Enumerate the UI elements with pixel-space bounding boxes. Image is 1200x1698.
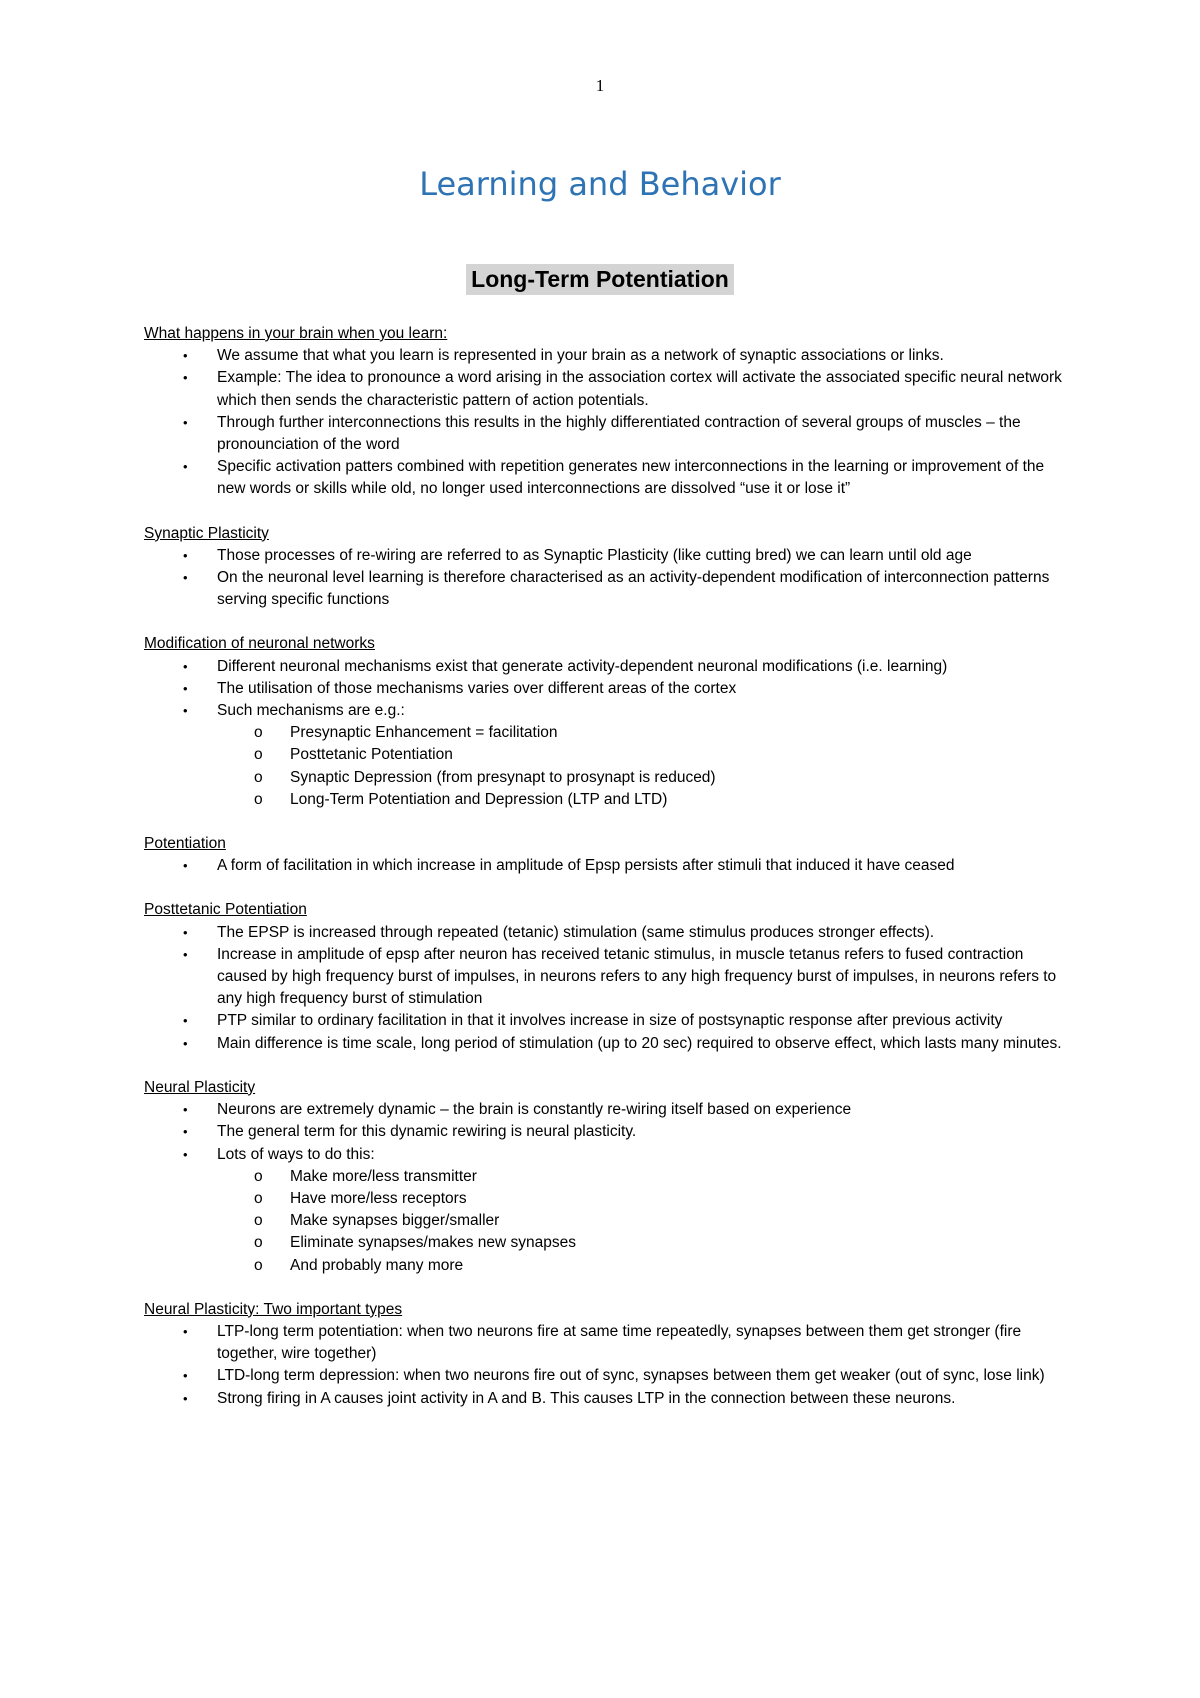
list-item [144, 1099, 1064, 1121]
list-item-text: Strong firing in A causes joint activity in A and B. This causes LTP in the connection between these neurons. [217, 1389, 956, 1407]
bullet-icon: • [183, 1146, 188, 1162]
bullet-list [144, 1321, 1064, 1410]
bullet-icon: • [183, 1013, 188, 1029]
list-item-text: The general term for this dynamic rewiring is neural plasticity. [217, 1123, 637, 1141]
section-title: Potentiation [144, 835, 226, 853]
list-item [144, 1388, 1064, 1410]
bullet-icon: • [183, 1323, 188, 1339]
section-title: Modification of neuronal networks [144, 635, 375, 653]
section-title: What happens in your brain when you learn: [144, 325, 448, 342]
sub-list-item-text: Eliminate synapses/makes new synapses [290, 1234, 577, 1252]
sub-list-item [217, 722, 1064, 744]
list-item-text: The utilisation of those mechanisms varies over different areas of the cortex [217, 679, 737, 697]
circle-bullet-icon: o [254, 768, 263, 786]
circle-bullet-icon: o [254, 1212, 263, 1230]
circle-bullet-icon: o [254, 1189, 263, 1207]
list-item [144, 412, 1064, 456]
list-item-text: PTP similar to ordinary facilitation in that it involves increase in size of postsynaptic response after previous activity [217, 1012, 1003, 1030]
sub-list-item [217, 767, 1064, 789]
sub-list-item [217, 1188, 1064, 1210]
list-item [144, 1144, 1064, 1277]
list-item-text: Lots of ways to do this: [217, 1145, 375, 1163]
list-item-text: Neurons are extremely dynamic – the brain is constantly re-wiring itself based on experience [217, 1101, 852, 1119]
circle-bullet-icon: o [254, 790, 263, 808]
document-title: Learning and Behavior [419, 165, 781, 203]
section-title: Neural Plasticity: Two important types [144, 1300, 403, 1318]
section [144, 523, 1064, 612]
bullet-icon: • [183, 858, 188, 874]
list-item [144, 678, 1064, 700]
bullet-list [144, 855, 1064, 877]
bullet-icon: • [183, 414, 188, 430]
section [144, 633, 1064, 811]
section [144, 833, 1064, 877]
list-item [144, 1033, 1064, 1055]
list-item-text: We assume that what you learn is represented in your brain as a network of synaptic associations or links. [217, 347, 944, 365]
sub-list-item-text: Synaptic Depression (from presynapt to prosynapt is reduced) [290, 768, 716, 786]
bullet-list [144, 545, 1064, 612]
list-item [144, 1121, 1064, 1143]
list-item-text: Those processes of re-wiring are referred to as Synaptic Plasticity (like cutting bred) we can learn until old age [217, 546, 972, 564]
list-item [144, 700, 1064, 811]
list-item [144, 567, 1064, 611]
list-item [144, 345, 1064, 367]
bullet-icon: • [183, 547, 188, 563]
circle-bullet-icon: o [254, 1167, 263, 1185]
bullet-icon: • [183, 1368, 188, 1384]
sub-list-item-text: Make synapses bigger/smaller [290, 1212, 500, 1230]
document-body [144, 323, 1064, 1432]
list-item [144, 367, 1064, 411]
list-item-text: Such mechanisms are e.g.: [217, 702, 405, 720]
sub-list-item-text: Presynaptic Enhancement = facilitation [290, 724, 558, 742]
bullet-icon: • [183, 1035, 188, 1051]
circle-bullet-icon: o [254, 724, 263, 742]
circle-bullet-icon: o [254, 1256, 263, 1274]
bullet-icon: • [183, 703, 188, 719]
sub-list-item-text: Have more/less receptors [290, 1189, 467, 1207]
bullet-list [144, 922, 1064, 1055]
section [144, 323, 1064, 501]
bullet-list [144, 1099, 1064, 1277]
page-number: 1 [595, 76, 605, 95]
bullet-icon: • [183, 348, 188, 364]
bullet-icon: • [183, 946, 188, 962]
list-item-text: Main difference is time scale, long period of stimulation (up to 20 sec) required to observe effect, which lasts many minutes. [217, 1034, 1062, 1052]
list-item [144, 656, 1064, 678]
list-item-text: Specific activation patters combined with repetition generates new interconnections in the learning or improvement of the new words or skills while old, no longer used interconnections are dissolved “use it or lose it” [217, 458, 1045, 498]
bullet-icon: • [183, 658, 188, 674]
sub-list-item [217, 1255, 1064, 1277]
bullet-icon: • [183, 1390, 188, 1406]
sub-list-item-text: Posttetanic Potentiation [290, 746, 453, 764]
list-item [144, 1365, 1064, 1387]
list-item [144, 855, 1064, 877]
section [144, 899, 1064, 1054]
list-item [144, 1321, 1064, 1365]
circle-bullet-icon: o [254, 746, 263, 764]
list-item [144, 456, 1064, 500]
list-item-text: A form of facilitation in which increase in amplitude of Epsp persists after stimuli that induced it have ceased [217, 857, 955, 875]
circle-bullet-icon: o [254, 1234, 263, 1252]
list-item-text: On the neuronal level learning is therefore characterised as an activity-dependent modification of interconnection patterns serving specific functions [217, 569, 1050, 609]
section-title: Synaptic Plasticity [144, 524, 269, 542]
list-item-text: Through further interconnections this results in the highly differentiated contraction of several groups of muscles – the pronounciation of the word [217, 413, 1021, 454]
sub-list-item [217, 1232, 1064, 1254]
sub-bullet-list [217, 722, 1064, 811]
section-title: Neural Plasticity [144, 1078, 256, 1096]
sub-list-item [217, 1210, 1064, 1232]
bullet-list [144, 656, 1064, 811]
list-item [144, 944, 1064, 1011]
main-heading: Long-Term Potentiation [466, 264, 734, 295]
list-item-text: The EPSP is increased through repeated (tetanic) stimulation (same stimulus produces stronger effects). [217, 923, 935, 941]
sub-list-item-text: Long-Term Potentiation and Depression (LTP and LTD) [290, 790, 668, 808]
section-title: Posttetanic Potentiation [144, 901, 307, 919]
main-heading-container [0, 264, 1200, 295]
sub-bullet-list [217, 1166, 1064, 1277]
bullet-icon: • [183, 459, 188, 475]
sub-list-item-text: Make more/less transmitter [290, 1167, 477, 1185]
list-item-text: Example: The idea to pronounce a word arising in the association cortex will activate the associated specific neural network which then sends the characteristic pattern of action potentials. [217, 369, 1062, 409]
list-item-text: Different neuronal mechanisms exist that generate activity-dependent neuronal modifications (i.e. learning) [217, 657, 948, 675]
sub-list-item [217, 1166, 1064, 1188]
list-item-text: LTD-long term depression: when two neurons fire out of sync, synapses between them get weaker (out of sync, lose link) [217, 1367, 1045, 1385]
bullet-icon: • [183, 924, 188, 940]
bullet-icon: • [183, 680, 188, 696]
bullet-icon: • [183, 370, 188, 386]
sub-list-item [217, 789, 1064, 811]
sub-list-item [217, 744, 1064, 766]
section [144, 1299, 1064, 1410]
sub-list-item-text: And probably many more [290, 1256, 464, 1274]
bullet-icon: • [183, 1124, 188, 1140]
list-item [144, 545, 1064, 567]
bullet-list [144, 345, 1064, 500]
list-item [144, 922, 1064, 944]
list-item-text: LTP-long term potentiation: when two neurons fire at same time repeatedly, synapses between them get stronger (fire together, wire together) [217, 1322, 1022, 1363]
section [144, 1077, 1064, 1277]
list-item [144, 1010, 1064, 1032]
bullet-icon: • [183, 1102, 188, 1118]
bullet-icon: • [183, 570, 188, 586]
list-item-text: Increase in amplitude of epsp after neuron has received tetanic stimulus, in muscle tetanus refers to fused contraction caused by high frequency burst of impulses, in neurons refers to any high frequency burst of impulses, in neurons refers to any high frequency burst of stimulation [217, 945, 1057, 1008]
